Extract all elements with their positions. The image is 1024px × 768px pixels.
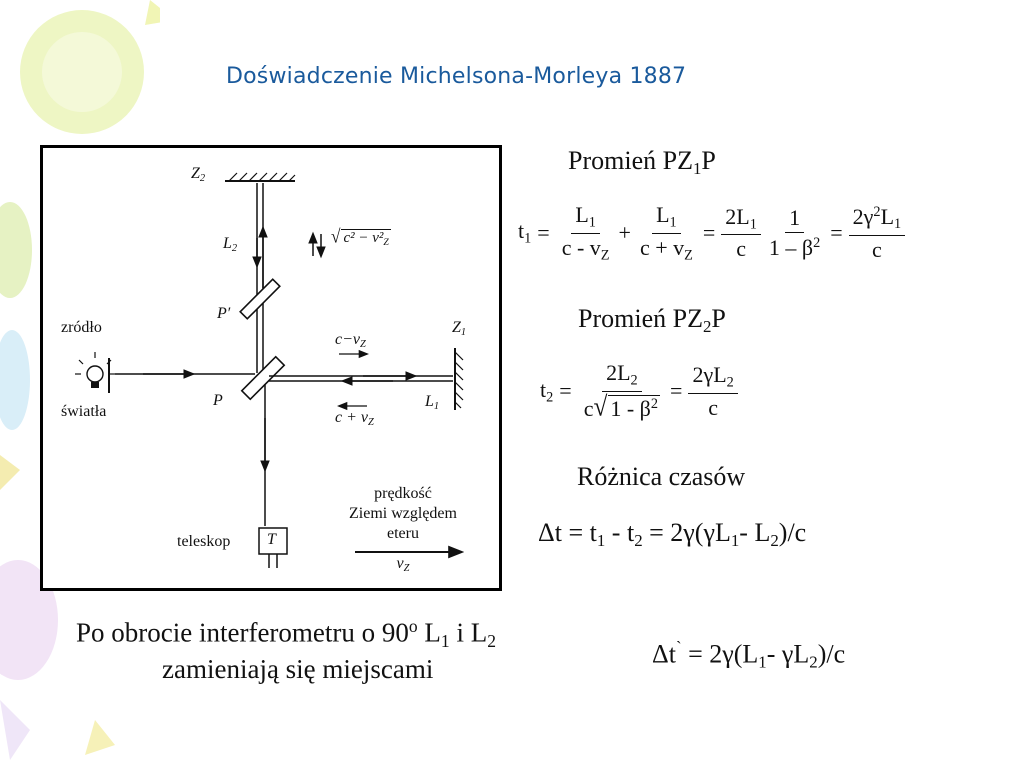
deco-ellipse	[0, 202, 32, 298]
diagram-drawing	[43, 148, 499, 588]
deco-ellipse	[0, 330, 30, 430]
label-zrodlo: zródło	[61, 319, 102, 336]
deco-circle	[42, 32, 122, 112]
mirror-z1-hatch	[455, 352, 463, 408]
deco-triangle	[145, 0, 160, 25]
slide-title: Doświadczenie Michelsona-Morleya 1887	[226, 64, 687, 89]
label-z1: Z1	[452, 319, 467, 339]
deco-triangle	[0, 455, 20, 490]
heading-pz2p: Promień PZ2P	[578, 304, 726, 337]
label-predkosc: prędkość	[374, 485, 432, 502]
formula-t1: t1 = $\frac{L1}{c - vZ}$ + $\frac{L1}{c + vZ}$ = $\frac{2L1}{c}$ $\frac{1}{1 - \beta^2}$ = $\frac{2\gamma^2L1}{c}$	[518, 204, 907, 262]
label-z2: Z2	[191, 165, 206, 185]
label-sqrt: √ c² − v²Z	[331, 226, 389, 248]
label-eteru: eteru	[387, 525, 419, 542]
interferometer-diagram	[40, 145, 502, 591]
label-t: T	[267, 531, 276, 548]
label-teleskop: teleskop	[177, 533, 231, 550]
label-vz: vZ	[396, 555, 410, 575]
rotation-note-line2: zamieniają się miejscami	[162, 654, 434, 684]
heading-pz1p: Promień PZ1P	[568, 146, 716, 179]
label-p-prime: P′	[217, 305, 231, 322]
mirror-p-prime	[240, 279, 280, 319]
label-swiatla: światła	[61, 403, 107, 420]
formula-delta-t-prime: Δt` = 2γ(L1- γL2)/c	[652, 638, 846, 672]
label-c-plus-v: c + vZ	[335, 409, 374, 429]
label-p: P	[213, 392, 223, 409]
formula-t2: t2 = $\frac{2L2}{c√ 1 - \beta^2}$ = $\frac{2\gamma L2}{c}$	[540, 362, 740, 421]
formula-delta-t: Δt = t1 - t2 = 2γ(γL1- L2)/c	[538, 518, 807, 551]
label-l1: L1	[425, 393, 440, 413]
heading-roznica: Różnica czasów	[577, 462, 746, 491]
label-ziemi: Ziemi względem	[349, 505, 457, 522]
label-c-minus-v: c−vZ	[335, 331, 366, 351]
rotation-note-line1: Po obrocie interferometru o 90$^o$ L1 i L2	[76, 616, 496, 651]
deco-triangle	[85, 720, 115, 755]
deco-triangle	[0, 700, 30, 760]
mirror-z2-hatch	[229, 173, 295, 181]
label-l2: L2	[223, 235, 238, 255]
